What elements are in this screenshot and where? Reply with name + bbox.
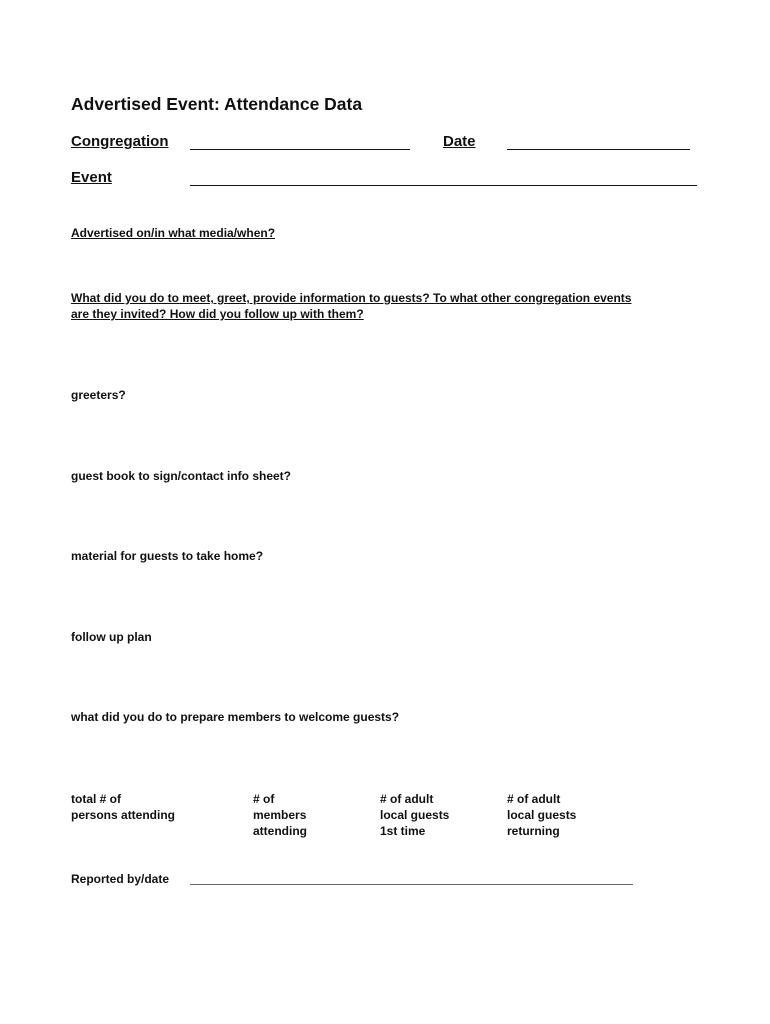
date-label: Date	[443, 133, 476, 150]
column-adult-guests-first-time	[380, 791, 449, 839]
reported-by-label: Reported by/date	[71, 872, 170, 886]
column-returning-line: # of adult	[507, 792, 561, 806]
column-members-line: members	[253, 808, 307, 822]
column-total-persons-line: total # of	[71, 792, 121, 806]
question-meet-greet-line1: What did you do to meet, greet, provide information to guests? To what other congregation events	[71, 291, 632, 305]
column-members-line: attending	[253, 824, 307, 838]
column-adult-guests-returning	[507, 791, 576, 839]
column-total-persons-line: persons attending	[71, 808, 176, 822]
column-members	[253, 791, 307, 839]
question-prepare-members: what did you do to prepare members to welcome guests?	[71, 710, 400, 724]
question-guest-book: guest book to sign/contact info sheet?	[71, 469, 292, 483]
column-members-line: # of	[253, 792, 275, 806]
column-first-time-line: 1st time	[380, 824, 426, 838]
event-field-line[interactable]	[190, 185, 697, 186]
question-greeters: greeters?	[71, 388, 126, 402]
event-label: Event	[71, 169, 112, 186]
question-material: material for guests to take home?	[71, 549, 264, 563]
question-meet-greet-line2: are they invited? How did you follow up with them?	[71, 307, 364, 321]
column-total-persons	[71, 791, 175, 823]
congregation-label: Congregation	[71, 133, 169, 150]
reported-by-field-line[interactable]	[190, 884, 633, 885]
column-returning-line: returning	[507, 824, 560, 838]
form-title: Advertised Event: Attendance Data	[71, 94, 363, 114]
date-field-line[interactable]	[507, 149, 690, 150]
column-first-time-line: # of adult	[380, 792, 434, 806]
question-advertised: Advertised on/in what media/when?	[71, 226, 276, 240]
column-first-time-line: local guests	[380, 808, 450, 822]
column-returning-line: local guests	[507, 808, 577, 822]
question-follow-up: follow up plan	[71, 630, 152, 644]
congregation-field-line[interactable]	[190, 149, 410, 150]
